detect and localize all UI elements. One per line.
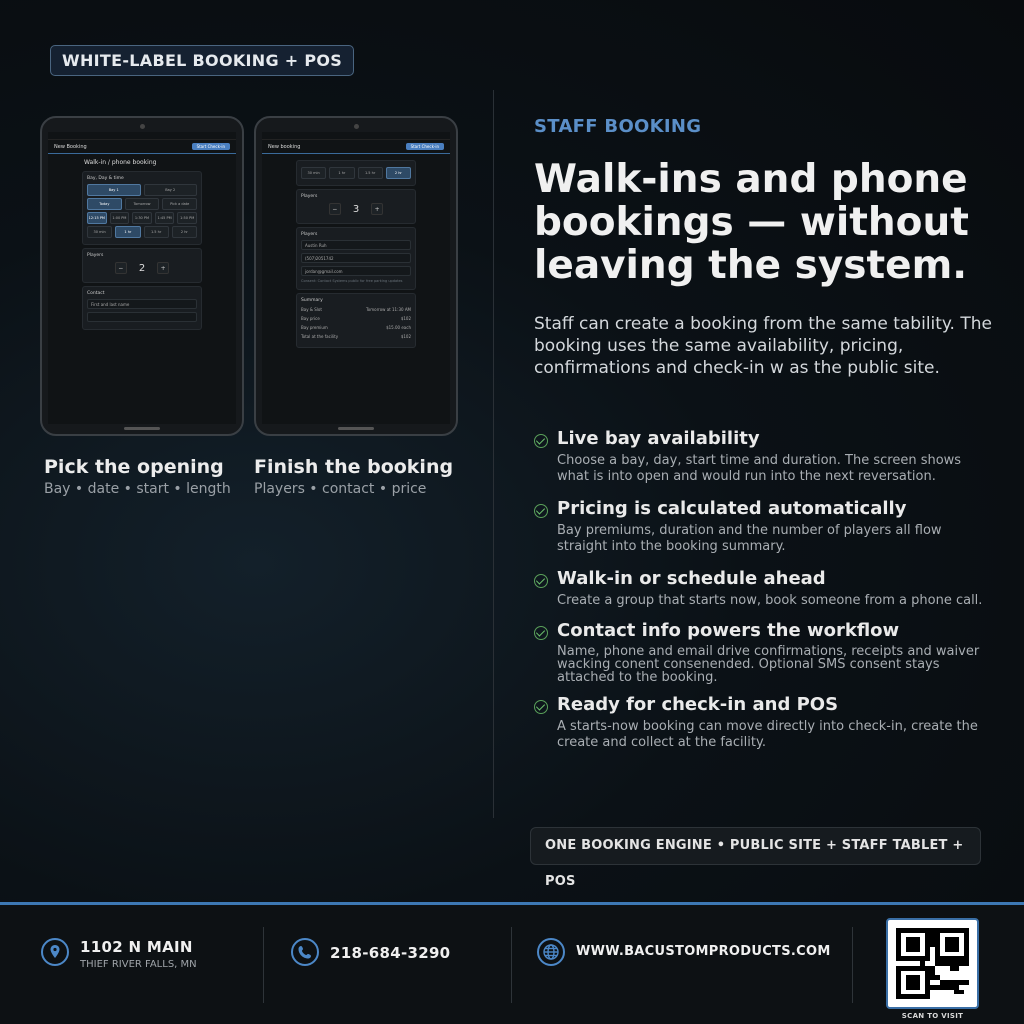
bay-option[interactable]: Bay 2 bbox=[144, 184, 198, 196]
city-line: THIEF RIVER FALLS, MN bbox=[80, 959, 197, 970]
engine-banner: ONE BOOKING ENGINE • PUBLIC SITE + STAFF TABLET + POS bbox=[530, 827, 981, 865]
address-line: 1102 N MAIN bbox=[80, 938, 193, 956]
scan-label: SCAN TO VISIT bbox=[901, 1012, 964, 1020]
duration-option[interactable]: 30 min bbox=[301, 167, 326, 179]
players-card bbox=[296, 189, 416, 224]
feature-title: Ready for check-in and POS bbox=[557, 694, 839, 715]
footer-divider bbox=[511, 927, 512, 1003]
nav-title: New booking bbox=[268, 143, 301, 150]
day-option[interactable]: Tomorrow bbox=[125, 198, 160, 210]
column-divider bbox=[493, 90, 494, 818]
camera-dot bbox=[354, 124, 359, 129]
feature-desc: Bay premiums, duration and the number of players all flow straight into the booking summary. bbox=[557, 523, 942, 554]
qr-code[interactable] bbox=[886, 918, 979, 1009]
feature-item bbox=[534, 498, 994, 555]
tablet-screenshot-pick-opening bbox=[40, 116, 244, 436]
duration-option[interactable]: 1 hr bbox=[329, 167, 354, 179]
tablet-screenshot-finish-booking bbox=[254, 116, 458, 436]
card-title: Summary bbox=[301, 298, 323, 303]
card-title: Contact bbox=[87, 291, 105, 296]
sms-consent-checkbox[interactable]: Consent: Contact Systems public for free parking updates bbox=[301, 279, 403, 283]
nav-title: New Booking bbox=[54, 143, 87, 150]
home-indicator bbox=[124, 427, 160, 430]
product-badge: WHITE-LABEL BOOKING + POS bbox=[50, 45, 354, 76]
time-option[interactable]: 1:45 PM bbox=[155, 212, 175, 224]
headline: Walk-ins and phone bookings — without leaving the system. bbox=[534, 157, 969, 288]
footer-divider bbox=[852, 927, 853, 1003]
tablet-screen bbox=[48, 132, 236, 424]
check-icon bbox=[534, 700, 548, 714]
feature-title: Live bay availability bbox=[557, 428, 760, 449]
summary-row: Total at the facility $102 bbox=[301, 334, 411, 339]
time-option[interactable]: 1:30 PM bbox=[132, 212, 152, 224]
contact-card bbox=[82, 286, 202, 330]
increment-button[interactable]: + bbox=[157, 262, 169, 274]
location-pin-icon bbox=[41, 938, 69, 966]
email-field[interactable]: jordan@gmail.com bbox=[301, 266, 411, 276]
card-title: Players bbox=[301, 194, 318, 199]
feature-title: Walk-in or schedule ahead bbox=[557, 568, 826, 589]
caption-sub-pick: Bay • date • start • length bbox=[44, 481, 231, 497]
status-bar bbox=[48, 132, 236, 140]
contact-card bbox=[296, 227, 416, 290]
time-option[interactable]: 12:15 PM bbox=[87, 212, 107, 224]
feature-item bbox=[534, 694, 994, 751]
check-icon bbox=[534, 504, 548, 518]
footer-divider bbox=[263, 927, 264, 1003]
decrement-button[interactable]: − bbox=[115, 262, 127, 274]
intro-paragraph: Staff can create a booking from the same tability. The booking uses the same availability, pricing, confirmations and check-in w as the public site. bbox=[534, 314, 992, 378]
players-stepper bbox=[301, 203, 411, 215]
players-card bbox=[82, 248, 202, 283]
screen-heading: Walk-in / phone booking bbox=[84, 159, 157, 166]
feature-desc: A starts-now booking can move directly into check-in, create the create and collect at the facility. bbox=[557, 719, 978, 750]
tablet-screen bbox=[262, 132, 450, 424]
feature-title: Contact info powers the workflow bbox=[557, 620, 900, 641]
camera-dot bbox=[140, 124, 145, 129]
name-field[interactable]: Austin Ruh bbox=[301, 240, 411, 250]
day-option[interactable]: Today bbox=[87, 198, 122, 210]
start-checkin-button[interactable]: Start Check-in bbox=[406, 143, 444, 150]
phone-icon bbox=[291, 938, 319, 966]
section-eyebrow: STAFF BOOKING bbox=[534, 116, 702, 137]
players-count: 2 bbox=[138, 262, 146, 274]
check-icon bbox=[534, 626, 548, 640]
players-count: 3 bbox=[352, 203, 360, 215]
decrement-button[interactable]: − bbox=[329, 203, 341, 215]
start-checkin-button[interactable]: Start Check-in bbox=[192, 143, 230, 150]
caption-title-pick: Pick the opening bbox=[44, 456, 224, 478]
summary-card bbox=[296, 293, 416, 348]
increment-button[interactable]: + bbox=[371, 203, 383, 215]
bay-day-time-card bbox=[82, 171, 202, 245]
app-nav bbox=[48, 140, 236, 154]
phone-field[interactable] bbox=[87, 312, 197, 322]
feature-desc: Choose a bay, day, start time and duration. The screen shows what is into open and would run into the next reversation. bbox=[557, 453, 962, 484]
players-stepper bbox=[87, 262, 197, 274]
check-icon bbox=[534, 434, 548, 448]
bay-option[interactable]: Bay 1 bbox=[87, 184, 141, 196]
duration-option[interactable]: 2 hr bbox=[386, 167, 411, 179]
duration-option[interactable]: 2 hr bbox=[172, 226, 197, 238]
duration-option[interactable]: 1.5 hr bbox=[144, 226, 169, 238]
duration-option[interactable]: 1.5 hr bbox=[358, 167, 383, 179]
time-option[interactable]: 1:50 PM bbox=[177, 212, 197, 224]
website-link[interactable]: WWW.BACUSTOMPRODUCTS.COM bbox=[576, 944, 831, 959]
summary-row: Bay & Slot Tomorrow at 11:30 AM bbox=[301, 307, 411, 312]
card-title: Bay, Day & time bbox=[87, 176, 124, 181]
feature-item bbox=[534, 620, 994, 684]
summary-row: Bay price $102 bbox=[301, 316, 411, 321]
name-field[interactable]: First and last name bbox=[87, 299, 197, 309]
home-indicator bbox=[338, 427, 374, 430]
status-bar bbox=[262, 132, 450, 140]
app-nav bbox=[262, 140, 450, 154]
card-title: Players bbox=[87, 253, 104, 258]
check-icon bbox=[534, 574, 548, 588]
caption-sub-finish: Players • contact • price bbox=[254, 481, 427, 497]
duration-card bbox=[296, 160, 416, 186]
globe-icon bbox=[537, 938, 565, 966]
summary-row: Bay premium $15.00 each bbox=[301, 325, 411, 330]
card-title: Players bbox=[301, 232, 318, 237]
feature-item bbox=[534, 568, 994, 609]
feature-desc: Create a group that starts now, book someone from a phone call. bbox=[557, 593, 983, 608]
day-option[interactable]: Pick a date bbox=[162, 198, 197, 210]
time-option[interactable]: 1:00 PM bbox=[110, 212, 130, 224]
caption-title-finish: Finish the booking bbox=[254, 456, 454, 478]
duration-option[interactable]: 1 hr bbox=[115, 226, 140, 238]
footer bbox=[0, 902, 1024, 1024]
qr-code-pattern bbox=[896, 928, 969, 999]
feature-desc: Name, phone and email drive confirmations, receipts and waiver wacking conent consenended. Optional SMS consent stays attached to the booking. bbox=[557, 644, 980, 685]
feature-item bbox=[534, 428, 994, 485]
feature-title: Pricing is calculated automatically bbox=[557, 498, 907, 519]
phone-field[interactable]: (507)2051742 bbox=[301, 253, 411, 263]
duration-option[interactable]: 30 min bbox=[87, 226, 112, 238]
phone-number[interactable]: 218-684-3290 bbox=[330, 944, 451, 962]
